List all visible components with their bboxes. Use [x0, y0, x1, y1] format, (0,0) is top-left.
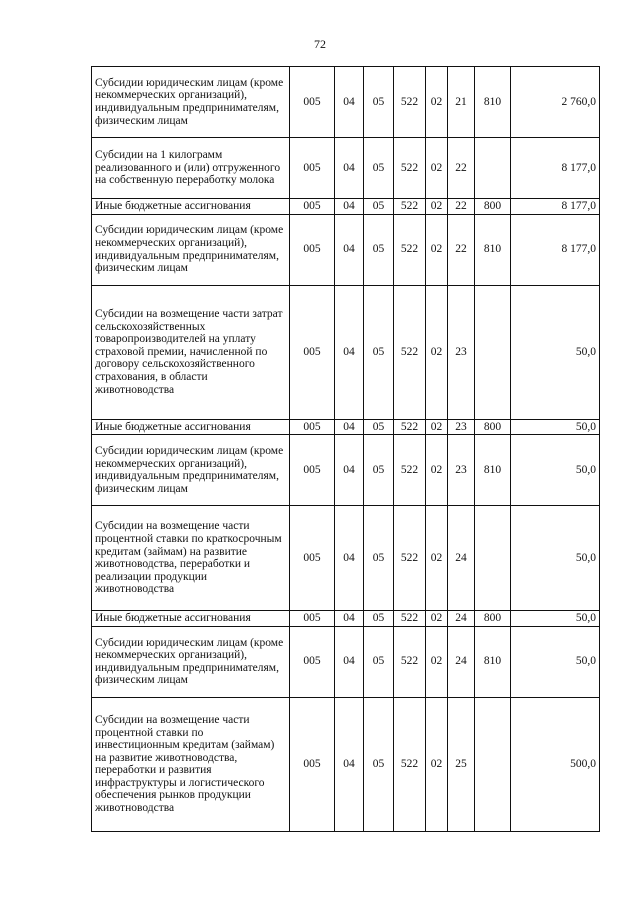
target-article-part2: 02	[426, 214, 448, 285]
amount: 50,0	[511, 506, 600, 611]
subsection-code: 05	[364, 626, 394, 697]
expense-type-code: 810	[475, 214, 511, 285]
row-name: Субсидии на возмещение части процентной ставки по инвестиционным кредитам (займам) на развитие животноводства, переработки и развития инфраструктуры и логистического обеспечения рынков продукции животноводства	[92, 697, 290, 831]
subsection-code: 05	[364, 697, 394, 831]
subsection-code: 05	[364, 419, 394, 435]
table-row	[92, 214, 600, 285]
target-article-part1: 522	[394, 214, 426, 285]
section-code: 04	[335, 67, 364, 138]
target-article-part1: 522	[394, 138, 426, 199]
target-article-part2: 02	[426, 285, 448, 419]
amount: 50,0	[511, 611, 600, 627]
section-code: 04	[335, 626, 364, 697]
row-name: Субсидии юридическим лицам (кроме некоммерческих организаций), индивидуальным предпринимателям, физическим лицам	[92, 435, 290, 506]
target-article-part2: 02	[426, 419, 448, 435]
table-row	[92, 67, 600, 138]
row-name: Субсидии юридическим лицам (кроме некоммерческих организаций), индивидуальным предпринимателям, физическим лицам	[92, 67, 290, 138]
grbs-code: 005	[290, 697, 335, 831]
subsection-code: 05	[364, 435, 394, 506]
section-code: 04	[335, 199, 364, 215]
target-article-part3: 23	[448, 285, 475, 419]
amount: 50,0	[511, 626, 600, 697]
target-article-part1: 522	[394, 697, 426, 831]
grbs-code: 005	[290, 419, 335, 435]
target-article-part2: 02	[426, 199, 448, 215]
grbs-code: 005	[290, 199, 335, 215]
target-article-part2: 02	[426, 435, 448, 506]
expense-type-code	[475, 138, 511, 199]
target-article-part2: 02	[426, 626, 448, 697]
target-article-part1: 522	[394, 67, 426, 138]
table-row	[92, 435, 600, 506]
row-name: Субсидии на 1 килограмм реализованного и (или) отгруженного на собственную переработку молока	[92, 138, 290, 199]
table-row	[92, 199, 600, 215]
grbs-code: 005	[290, 611, 335, 627]
amount: 8 177,0	[511, 138, 600, 199]
budget-table-body	[92, 67, 600, 832]
expense-type-code: 800	[475, 419, 511, 435]
subsection-code: 05	[364, 67, 394, 138]
expense-type-code	[475, 285, 511, 419]
expense-type-code: 810	[475, 67, 511, 138]
target-article-part3: 24	[448, 506, 475, 611]
section-code: 04	[335, 285, 364, 419]
row-name: Субсидии юридическим лицам (кроме некоммерческих организаций), индивидуальным предпринимателям, физическим лицам	[92, 626, 290, 697]
amount: 500,0	[511, 697, 600, 831]
expense-type-code	[475, 506, 511, 611]
table-row	[92, 697, 600, 831]
table-row	[92, 419, 600, 435]
page-number: 72	[314, 37, 326, 51]
subsection-code: 05	[364, 199, 394, 215]
table-row	[92, 626, 600, 697]
target-article-part1: 522	[394, 506, 426, 611]
row-name: Иные бюджетные ассигнования	[92, 199, 290, 215]
grbs-code: 005	[290, 285, 335, 419]
target-article-part3: 23	[448, 419, 475, 435]
grbs-code: 005	[290, 67, 335, 138]
expense-type-code: 800	[475, 611, 511, 627]
section-code: 04	[335, 435, 364, 506]
subsection-code: 05	[364, 214, 394, 285]
target-article-part3: 22	[448, 199, 475, 215]
amount: 50,0	[511, 419, 600, 435]
target-article-part3: 24	[448, 611, 475, 627]
target-article-part1: 522	[394, 419, 426, 435]
target-article-part3: 25	[448, 697, 475, 831]
grbs-code: 005	[290, 435, 335, 506]
target-article-part1: 522	[394, 611, 426, 627]
section-code: 04	[335, 506, 364, 611]
target-article-part3: 23	[448, 435, 475, 506]
expense-type-code: 800	[475, 199, 511, 215]
section-code: 04	[335, 419, 364, 435]
table-row	[92, 138, 600, 199]
grbs-code: 005	[290, 214, 335, 285]
row-name: Иные бюджетные ассигнования	[92, 611, 290, 627]
target-article-part1: 522	[394, 199, 426, 215]
amount: 50,0	[511, 285, 600, 419]
expense-type-code: 810	[475, 626, 511, 697]
section-code: 04	[335, 697, 364, 831]
grbs-code: 005	[290, 506, 335, 611]
row-name: Субсидии на возмещение части затрат сельскохозяйственных товаропроизводителей на уплату страховой премии, начисленной по договору сельскохозяйственного страхования, в области животноводства	[92, 285, 290, 419]
target-article-part2: 02	[426, 697, 448, 831]
amount: 8 177,0	[511, 214, 600, 285]
amount: 2 760,0	[511, 67, 600, 138]
subsection-code: 05	[364, 138, 394, 199]
row-name: Субсидии на возмещение части процентной ставки по краткосрочным кредитам (займам) на развитие животноводства, переработки и реализации продукции животноводства	[92, 506, 290, 611]
expense-type-code: 810	[475, 435, 511, 506]
target-article-part1: 522	[394, 626, 426, 697]
target-article-part3: 22	[448, 138, 475, 199]
grbs-code: 005	[290, 626, 335, 697]
subsection-code: 05	[364, 611, 394, 627]
target-article-part1: 522	[394, 285, 426, 419]
target-article-part3: 21	[448, 67, 475, 138]
subsection-code: 05	[364, 285, 394, 419]
table-row	[92, 506, 600, 611]
budget-table	[91, 66, 600, 832]
target-article-part1: 522	[394, 435, 426, 506]
row-name: Субсидии юридическим лицам (кроме некоммерческих организаций), индивидуальным предпринимателям, физическим лицам	[92, 214, 290, 285]
amount: 8 177,0	[511, 199, 600, 215]
section-code: 04	[335, 214, 364, 285]
grbs-code: 005	[290, 138, 335, 199]
target-article-part3: 24	[448, 626, 475, 697]
target-article-part3: 22	[448, 214, 475, 285]
target-article-part2: 02	[426, 611, 448, 627]
subsection-code: 05	[364, 506, 394, 611]
amount: 50,0	[511, 435, 600, 506]
section-code: 04	[335, 611, 364, 627]
target-article-part2: 02	[426, 506, 448, 611]
row-name: Иные бюджетные ассигнования	[92, 419, 290, 435]
table-row	[92, 285, 600, 419]
section-code: 04	[335, 138, 364, 199]
target-article-part2: 02	[426, 67, 448, 138]
target-article-part2: 02	[426, 138, 448, 199]
expense-type-code	[475, 697, 511, 831]
table-row	[92, 611, 600, 627]
